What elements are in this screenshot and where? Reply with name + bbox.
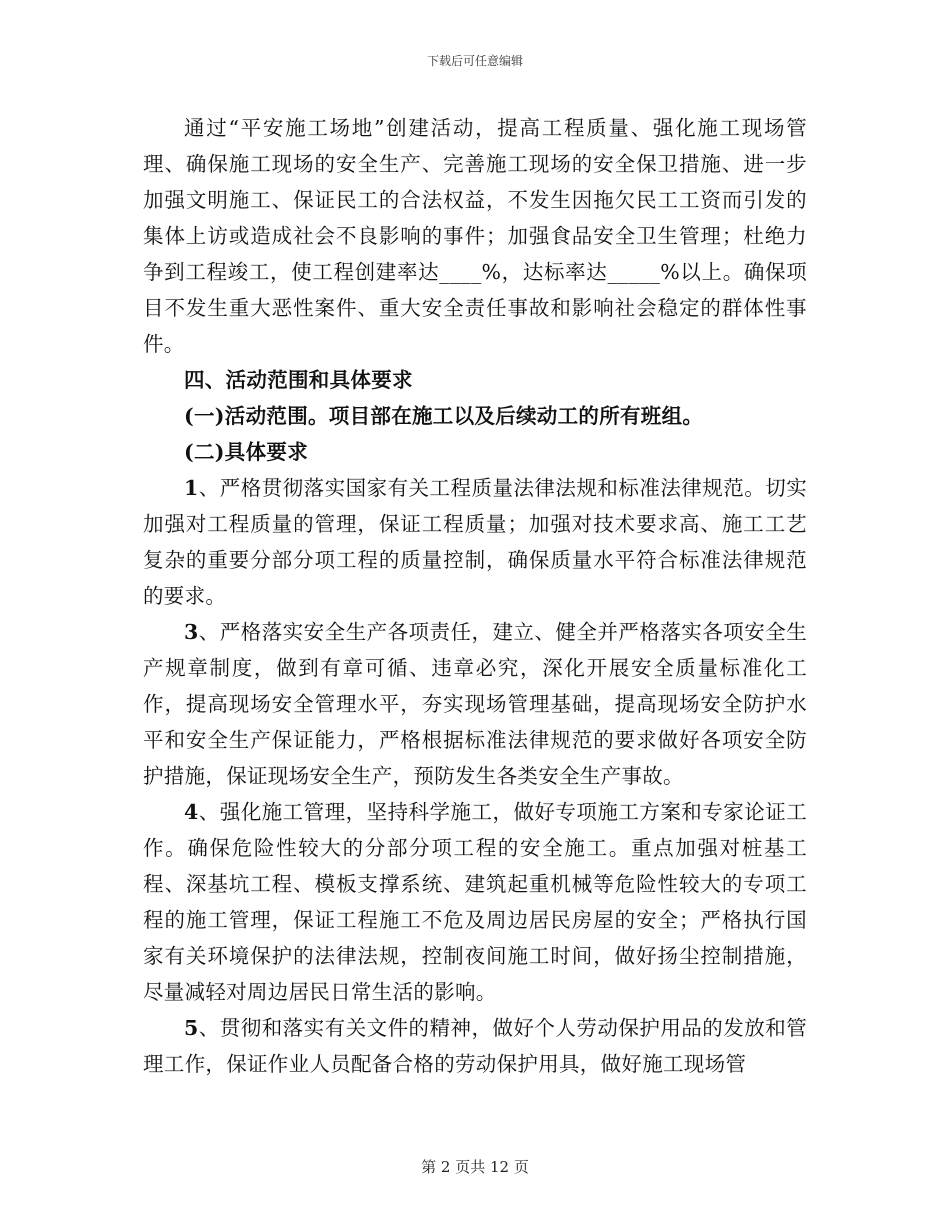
subsection-heading-scope: (一)活动范围。项目部在施工以及后续动工的所有班组。 <box>184 404 704 428</box>
paragraph-item-1 <box>143 470 807 614</box>
item-text: 、严格贯彻落实国家有关工程质量法律法规和标准法律规范。切实加强对工程质量的管理，保证工程质量；加强对技术要求高、施工工艺复杂的重要分部分项工程的质量控制，确保质量水平符合标准法律规范的要求。 <box>143 476 807 608</box>
paragraph-item-4 <box>143 794 807 1010</box>
item-number: 4 <box>184 800 199 824</box>
item-text: 、贯彻和落实有关文件的精神，做好个人劳动保护用品的发放和管理工作，保证作业人员配备合格的劳动保护用具，做好施工现场管 <box>143 1016 807 1076</box>
subsection-heading-requirements: (二)具体要求 <box>184 440 308 464</box>
document-body <box>143 110 807 1082</box>
paragraph-item-5 <box>143 1010 807 1082</box>
page-header-note: 下载后可任意编辑 <box>426 54 523 68</box>
section-heading: 四、活动范围和具体要求 <box>184 368 413 392</box>
item-text: 、强化施工管理，坚持科学施工，做好专项施工方案和专家论证工作。确保危险性较大的分部分项工程的安全施工。重点加强对桩基工程、深基坑工程、模板支撑系统、建筑起重机械等危险性较大的专项工程的施工管理，保证工程施工不危及周边居民房屋的安全；严格执行国家有关环境保护的法律法规，控制夜间施工时间，做好扬尘控制措施，尽量减轻对周边居民日常生活的影响。 <box>143 800 807 1004</box>
item-number: 3 <box>184 620 199 644</box>
page-number-footer: 第 2 页共 12 页 <box>421 1158 529 1176</box>
item-number: 1 <box>184 476 199 500</box>
item-number: 5 <box>184 1016 199 1040</box>
paragraph-intro: 通过“平安施工场地”创建活动，提高工程质量、强化施工现场管理、确保施工现场的安全生产、完善施工现场的安全保卫措施、进一步加强文明施工、保证民工的合法权益，不发生因拖欠民工工资而引发的集体上访或造成社会不良影响的事件；加强食品安全卫生管理；杜绝力争到工程竣工，使工程创建率达____%，达标率达_____%以上。确保项目不发生重大恶性案件、重大安全责任事故和影响社会稳定的群体性事件。 <box>143 116 807 356</box>
item-text: 、严格落实安全生产各项责任，建立、健全并严格落实各项安全生产规章制度，做到有章可循、违章必究，深化开展安全质量标准化工作，提高现场安全管理水平，夯实现场管理基础，提高现场安全防护水平和安全生产保证能力，严格根据标准法律规范的要求做好各项安全防护措施，保证现场安全生产，预防发生各类安全生产事故。 <box>143 620 807 788</box>
paragraph-item-3 <box>143 614 807 794</box>
